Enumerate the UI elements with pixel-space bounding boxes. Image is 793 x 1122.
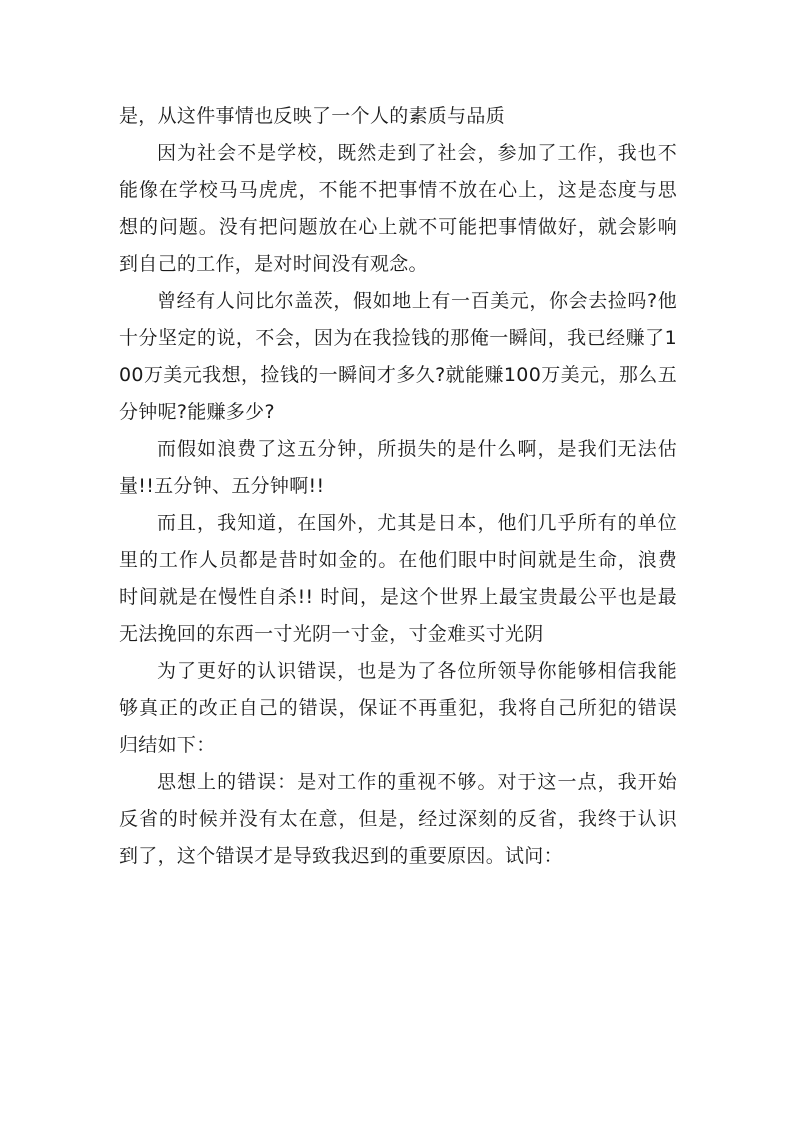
paragraph-society-not-school: 因为社会不是学校，既然走到了社会，参加了工作，我也不能像在学校马马虎虎，不能不把事情不放在心上，这是态度与思想的问题。没有把问题放在心上就不可能把事情做好，就会影响到自己的工作，是对时间没有观念。 bbox=[119, 142, 677, 275]
paragraph-ideological-error: 思想上的错误：是对工作的重视不够。对于这一点，我开始反省的时候并没有太在意，但是，经过深刻的反省，我终于认识到了，这个错误才是导致我迟到的重要原因。试问： bbox=[119, 771, 677, 867]
paragraph-continuation: 是，从这件事情也反映了一个人的素质与品质 bbox=[119, 105, 506, 127]
paragraph-summary-intro: 为了更好的认识错误，也是为了各位所领导你能够相信我能够真正的改正自己的错误，保证不再重犯，我将自己所犯的错误归结如下： bbox=[119, 660, 677, 756]
document-body bbox=[119, 98, 677, 875]
paragraph-japan-time: 而且，我知道，在国外，尤其是日本，他们几乎所有的单位里的工作人员都是昔时如金的。在他们眼中时间就是生命，浪费时间就是在慢性自杀!! 时间，是这个世界上最宝贵最公平也是最无法挽回的东西一寸光阴一寸金，寸金难买寸光阴 bbox=[119, 512, 677, 645]
paragraph-five-minutes: 而假如浪费了这五分钟，所损失的是什么啊，是我们无法估量!!五分钟、五分钟啊!! bbox=[119, 438, 677, 497]
paragraph-bill-gates: 曾经有人问比尔盖茨，假如地上有一百美元，你会去捡吗?他十分坚定的说，不会，因为在我捡钱的那俺一瞬间，我已经赚了100万美元我想，捡钱的一瞬间才多久?就能赚100万美元，那么五分钟呢?能赚多少? bbox=[119, 290, 677, 423]
